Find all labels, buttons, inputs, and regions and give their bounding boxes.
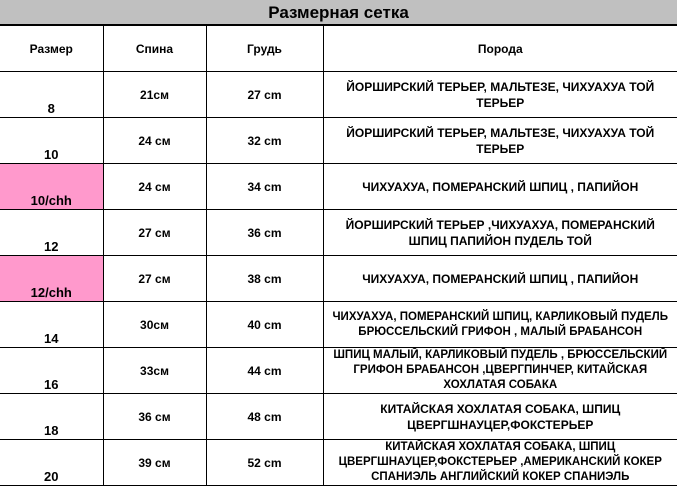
- size-cell: 18: [0, 394, 103, 440]
- header-breed: Порода: [323, 26, 677, 72]
- back-cell: 27 см: [103, 256, 206, 302]
- table-row: [0, 210, 677, 256]
- table-row: [0, 72, 677, 118]
- breed-cell: ЙОРШИРСКИЙ ТЕРЬЕР, МАЛЬТЕЗЕ, ЧИХУАХУА ТОЙ ТЕРЬЕР: [323, 72, 677, 118]
- size-cell-highlighted: 10/chh: [0, 164, 103, 210]
- table-row: [0, 302, 677, 348]
- breed-cell: ЙОРШИРСКИЙ ТЕРЬЕР ,ЧИХУАХУА, ПОМЕРАНСКИЙ ШПИЦ ПАПИЙОН ПУДЕЛЬ ТОЙ: [323, 210, 677, 256]
- breed-cell: КИТАЙСКАЯ ХОХЛАТАЯ СОБАКА, ШПИЦ ЦВЕРГШНАУЦЕР,ФОКСТЕРЬЕР ,АМЕРИКАНСКИЙ КОКЕР СПАНИЭЛЬ АНГЛИЙСКИЙ КОКЕР СПАНИЭЛЬ: [323, 440, 677, 486]
- breed-cell: ШПИЦ МАЛЫЙ, КАРЛИКОВЫЙ ПУДЕЛЬ , БРЮССЕЛЬСКИЙ ГРИФОН БРАБАНСОН ,ЦВЕРГПИНЧЕР, КИТАЙСКАЯ ХОХЛАТАЯ СОБАКА: [323, 348, 677, 394]
- header-size: Размер: [0, 26, 103, 72]
- back-cell: 21см: [103, 72, 206, 118]
- size-cell: 8: [0, 72, 103, 118]
- chest-cell: 32 cm: [206, 118, 323, 164]
- chest-cell: 34 cm: [206, 164, 323, 210]
- table-row: [0, 164, 677, 210]
- breed-cell: ЧИХУАХУА, ПОМЕРАНСКИЙ ШПИЦ , ПАПИЙОН: [323, 256, 677, 302]
- back-cell: 30см: [103, 302, 206, 348]
- chest-cell: 52 cm: [206, 440, 323, 486]
- back-cell: 24 см: [103, 164, 206, 210]
- header-row: [0, 26, 677, 72]
- header-chest: Грудь: [206, 26, 323, 72]
- breed-cell: ЧИХУАХУА, ПОМЕРАНСКИЙ ШПИЦ, КАРЛИКОВЫЙ ПУДЕЛЬ БРЮССЕЛЬСКИЙ ГРИФОН , МАЛЫЙ БРАБАНСОН: [323, 302, 677, 348]
- header-back: Спина: [103, 26, 206, 72]
- back-cell: 39 см: [103, 440, 206, 486]
- back-cell: 33см: [103, 348, 206, 394]
- size-chart-table: [0, 25, 677, 486]
- chest-cell: 38 cm: [206, 256, 323, 302]
- size-cell-highlighted: 12/chh: [0, 256, 103, 302]
- table-row: [0, 118, 677, 164]
- table-row: [0, 394, 677, 440]
- back-cell: 36 см: [103, 394, 206, 440]
- chest-cell: 44 cm: [206, 348, 323, 394]
- size-cell: 14: [0, 302, 103, 348]
- back-cell: 27 см: [103, 210, 206, 256]
- table-row: [0, 440, 677, 486]
- size-cell: 20: [0, 440, 103, 486]
- chest-cell: 48 cm: [206, 394, 323, 440]
- breed-cell: ЧИХУАХУА, ПОМЕРАНСКИЙ ШПИЦ , ПАПИЙОН: [323, 164, 677, 210]
- chest-cell: 36 cm: [206, 210, 323, 256]
- size-cell: 12: [0, 210, 103, 256]
- back-cell: 24 см: [103, 118, 206, 164]
- table-row: [0, 348, 677, 394]
- chest-cell: 27 cm: [206, 72, 323, 118]
- size-cell: 16: [0, 348, 103, 394]
- size-cell: 10: [0, 118, 103, 164]
- breed-cell: КИТАЙСКАЯ ХОХЛАТАЯ СОБАКА, ШПИЦ ЦВЕРГШНАУЦЕР,ФОКСТЕРЬЕР: [323, 394, 677, 440]
- table-title: Размерная сетка: [0, 0, 677, 25]
- chest-cell: 40 cm: [206, 302, 323, 348]
- breed-cell: ЙОРШИРСКИЙ ТЕРЬЕР, МАЛЬТЕЗЕ, ЧИХУАХУА ТОЙ ТЕРЬЕР: [323, 118, 677, 164]
- table-row: [0, 256, 677, 302]
